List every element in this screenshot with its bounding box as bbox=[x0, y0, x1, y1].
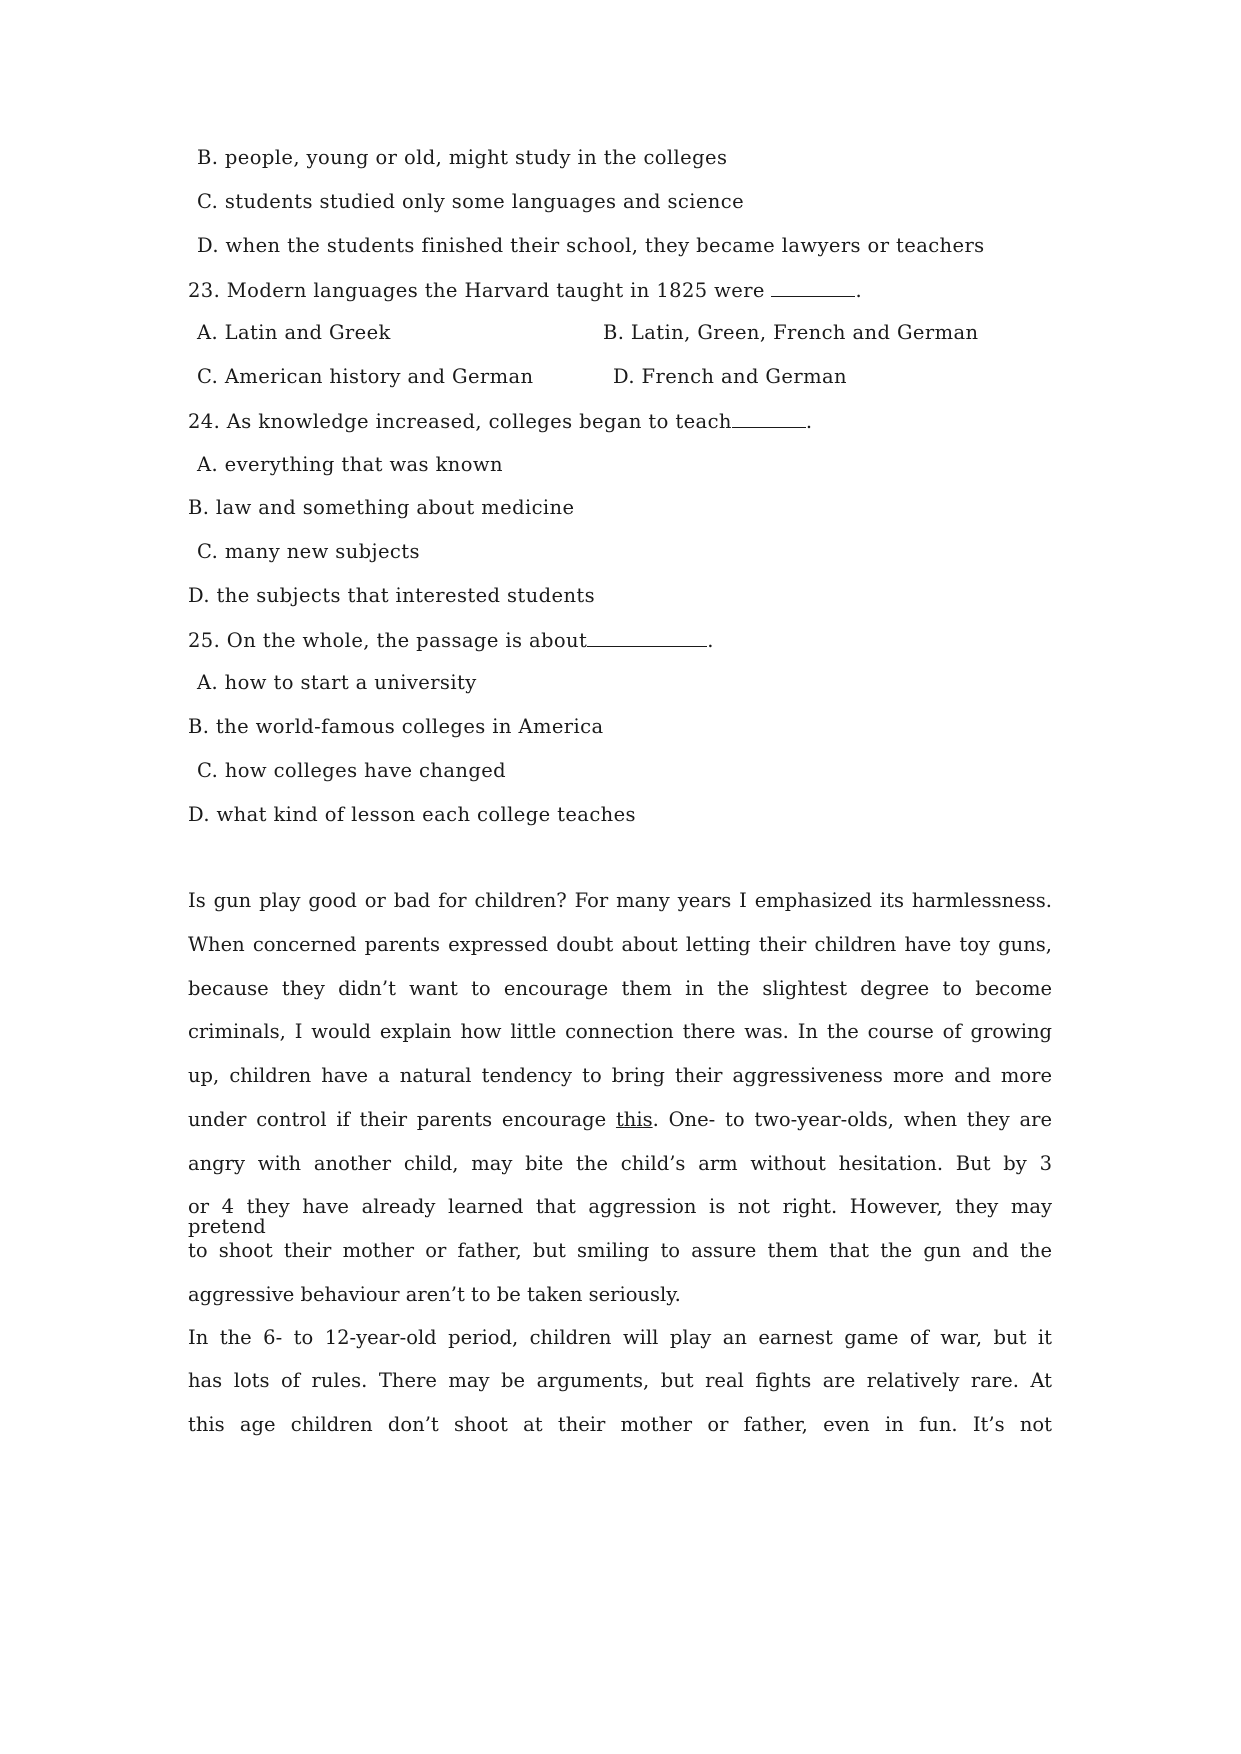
q24-option-d: D. the subjects that interested students bbox=[188, 584, 596, 607]
q23-option-d: D. French and German bbox=[613, 365, 847, 388]
q24-option-b: B. law and something about medicine bbox=[188, 496, 575, 519]
passage-line: In the 6- to 12-year-old period, children will play an earnest game of war, but it bbox=[188, 1326, 1052, 1349]
passage-line: or 4 they have already learned that aggression is not right. However, they may pretend bbox=[188, 1195, 1052, 1238]
passage-line: up, children have a natural tendency to bring their aggressiveness more and more bbox=[188, 1064, 1052, 1087]
q25-option-d: D. what kind of lesson each college teaches bbox=[188, 803, 636, 826]
q25-stem: 25. On the whole, the passage is about bbox=[188, 629, 588, 652]
q24-stem: 24. As knowledge increased, colleges began to teach bbox=[188, 410, 732, 433]
answer-blank bbox=[732, 411, 806, 428]
underlined-word: this bbox=[615, 1108, 653, 1131]
passage-text: . One- to two-year-olds, when they are bbox=[652, 1108, 1052, 1131]
q24-option-c: C. many new subjects bbox=[197, 540, 420, 563]
q22-option-c: C. students studied only some languages and science bbox=[197, 190, 745, 213]
passage-line: Is gun play good or bad for children? For many years I emphasized its harmlessness. bbox=[188, 889, 1052, 912]
answer-blank bbox=[587, 630, 707, 647]
q24-period: . bbox=[805, 410, 813, 433]
answer-blank bbox=[771, 280, 855, 297]
passage-line: angry with another child, may bite the child’s arm without hesitation. But by 3 bbox=[188, 1152, 1052, 1175]
q25-stem-line bbox=[188, 630, 714, 651]
passage-line: to shoot their mother or father, but smiling to assure them that the gun and the bbox=[188, 1239, 1052, 1262]
q23-option-c: C. American history and German bbox=[197, 365, 534, 388]
passage-text: under control if their parents encourage bbox=[188, 1108, 616, 1131]
passage-line: this age children don’t shoot at their mother or father, even in fun. It’s not bbox=[188, 1413, 1052, 1436]
q25-option-b: B. the world-famous colleges in America bbox=[188, 715, 604, 738]
q23-option-b: B. Latin, Green, French and German bbox=[603, 321, 979, 344]
q23-stem-line bbox=[188, 280, 862, 301]
passage-line: When concerned parents expressed doubt about letting their children have toy guns, bbox=[188, 933, 1052, 956]
q22-option-d: D. when the students finished their school, they became lawyers or teachers bbox=[197, 234, 985, 257]
passage-line: has lots of rules. There may be arguments, but real fights are relatively rare. At bbox=[188, 1369, 1052, 1392]
q22-option-b: B. people, young or old, might study in the colleges bbox=[197, 146, 728, 169]
passage-line bbox=[188, 1110, 1052, 1130]
q25-period: . bbox=[707, 629, 714, 652]
q25-option-a: A. how to start a university bbox=[197, 671, 477, 694]
q25-option-c: C. how colleges have changed bbox=[197, 759, 507, 782]
q24-option-a: A. everything that was known bbox=[197, 453, 503, 476]
q23-option-a: A. Latin and Greek bbox=[197, 321, 391, 344]
q23-period: . bbox=[855, 279, 863, 302]
passage-line: because they didn’t want to encourage them in the slightest degree to become bbox=[188, 977, 1052, 1000]
q24-stem-line bbox=[188, 411, 812, 432]
passage-line-last: aggressive behaviour aren’t to be taken seriously. bbox=[188, 1283, 681, 1306]
q23-stem: 23. Modern languages the Harvard taught in 1825 were bbox=[188, 279, 765, 302]
passage-line: criminals, I would explain how little connection there was. In the course of growing bbox=[188, 1020, 1052, 1043]
